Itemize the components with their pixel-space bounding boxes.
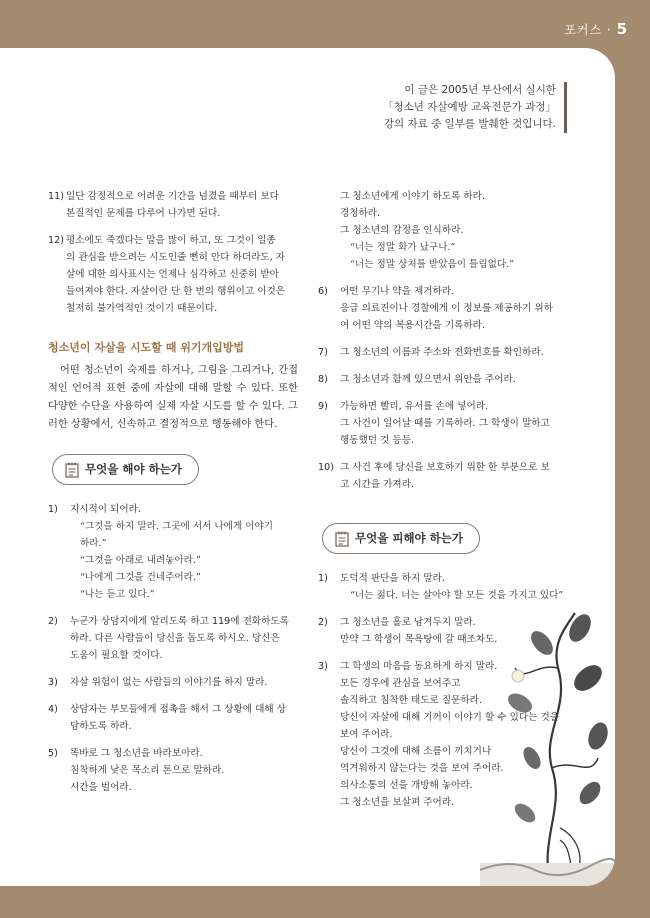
body-paragraph: 어떤 청소년이 숙제를 하거나, 그림을 그리거나, 간접적인 언어적 표현 중에 자살에 대해 말할 수 있다. 또한 다양한 수단을 사용하여 실제 자살 시도를 할 수 있다. 그러한 상황에서, 신속하고 결정적으로 행동해야 한다. [48,365,298,430]
item-line: 모든 경우에 관심을 보여주고 [340,678,461,689]
item-number: 9) [318,401,328,412]
item-line: 들여져야 한다. 자살이란 단 한 번의 행위이고 이것은 [66,286,286,297]
item-line: 지시적이 되어라. [70,504,141,515]
list-item [318,344,573,361]
item-line: 응급 의료진이나 경찰에게 이 정보를 제공하기 위하 [340,303,553,314]
pill-label: 무엇을 피해야 하는가 [355,531,463,545]
list-item [48,701,298,735]
pill-label: 무엇을 해야 하는가 [85,462,182,476]
item-line: 고 시간을 가져라. [340,479,415,490]
item-line: 자살 위험이 없는 사람들의 이야기를 하지 말라. [70,677,268,688]
list-item-continued [318,188,573,273]
item-line: 그 청소년을 보살펴 주어라. [340,797,455,808]
item-line: 살에 대한 의사표시는 언제나 심각하고 신중히 받아 [66,269,279,280]
intro-line: 이 글은 2005년 부산에서 실시한 [404,84,556,96]
item-line: 시간을 벌어라. [70,782,132,793]
quote-line: “나에게 그것을 건네주어라.” [80,572,201,583]
item-line: 보여 주어라. [340,729,393,740]
item-number: 8) [318,374,328,385]
list-item [318,459,573,493]
item-line: 여 어떤 약의 복용시간을 기록하라. [340,320,485,331]
item-line: 경청하라. [340,208,381,219]
item-number: 2) [48,616,58,627]
vine-plant-illustration [480,608,615,886]
item-line: 누군가 상담지에게 알리도록 하고 119에 전화하도록 [70,616,289,627]
list-item [48,613,298,664]
notepad-icon [65,462,79,478]
quote-line: “너는 정말 상처를 받았음이 틀림없다.” [350,259,515,270]
quote-line: “너는 젊다. 너는 살아야 할 모든 것을 가지고 있다” [350,590,564,601]
item-line: 그 청소년과 함께 있으면서 위안을 주어라. [340,374,516,385]
item-line: 담하도록 하라. [70,721,132,732]
quote-line: “그것을 아래로 내려놓아라.” [80,555,201,566]
item-number: 5) [48,748,58,759]
item-line: 솔직하고 침착한 태도로 질문하라. [340,695,482,706]
list-item [318,283,573,334]
item-line: 어떤 무기나 약을 제거하라. [340,286,455,297]
item-line: 상담자는 부모들에게 접촉을 해서 그 상황에 대해 상 [70,704,286,715]
item-line: 그 학생의 마음을 동요하게 하지 말라. [340,661,498,672]
list-item [48,232,298,317]
heading-pill-avoid [322,523,480,554]
item-line: 만약 그 학생이 목욕탕에 갈 때조차도. [340,634,498,645]
item-line: 도움이 필요할 것이다. [70,650,163,661]
section-name: 포커스 · [564,23,617,37]
item-line: 본질적인 문제를 다루어 나가면 된다. [66,208,221,219]
list-item [318,398,573,449]
item-number: 3) [48,677,58,688]
list-item [48,674,298,691]
item-number: 11) [48,191,64,202]
item-number: 3) [318,661,328,672]
item-line: 똑바로 그 청소년을 바라보아라. [70,748,203,759]
list-item [48,188,298,222]
quote-line: “그것을 하지 말라. 그곳에 서서 나에게 이야기 [80,521,274,532]
page-label [564,20,628,38]
item-line: 그 청소년을 홀로 남겨두지 말라. [340,617,476,628]
item-number: 7) [318,347,328,358]
item-number: 2) [318,617,328,628]
list-item [48,501,298,603]
item-line: 그 청소년에게 이야기 하도록 하라. [340,191,485,202]
page-header [0,0,650,48]
item-line: 가능하면 빨리, 유서를 손에 넣어라. [340,401,489,412]
quote-line: 하라.” [80,538,107,549]
item-number: 1) [48,504,58,515]
paper-sheet [0,48,615,886]
item-line: 일단 감정적으로 어려운 기간을 넘겼을 때부터 보다 [66,191,279,202]
item-line: 그 청소년의 감정을 인식하라. [340,225,464,236]
section-title: 청소년이 자살을 시도할 때 위기개입방법 [48,341,244,354]
list-item [48,745,298,796]
list-item [318,371,573,388]
left-column [48,188,298,806]
item-line: 그 사건이 일어날 때를 기록하라. 그 학생이 말하고 [340,418,550,429]
intro-note [383,82,567,133]
item-line: 당신이 그것에 대해 소름이 끼치거나 [340,746,492,757]
quote-line: “나는 듣고 있다.” [80,589,155,600]
item-line: 그 사건 후에 당신을 보호하기 위한 한 부분으로 보 [340,462,550,473]
heading-pill-do [52,454,199,485]
item-line: 도덕적 판단을 하지 말라. [340,573,445,584]
notepad-icon [335,531,349,547]
item-number: 4) [48,704,58,715]
item-line: 의 관심을 받으려는 시도인줄 뻔히 안다 하더라도, 자 [66,252,286,263]
list-item [318,570,573,604]
item-number: 1) [318,573,328,584]
item-line: 그 청소년의 이름과 주소와 전화번호를 확인하라. [340,347,544,358]
item-line: 철저히 불가역적인 것이기 때문이다. [66,303,218,314]
item-line: 평소에도 죽겠다는 말을 많이 하고, 또 그것이 일종 [66,235,276,246]
item-line: 하라. 다른 사람들이 당신을 돕도록 하시오. 당신은 [70,633,280,644]
intro-line: 강의 자료 중 일부를 발췌한 것입니다. [383,118,556,130]
item-number: 6) [318,286,328,297]
item-number: 12) [48,235,64,246]
item-line: 침착하게 낮은 목소리 톤으로 말하라. [70,765,225,776]
quote-line: “너는 정말 화가 났구나.” [350,242,456,253]
item-line: 당신이 자살에 대해 기꺼이 이야기 할 수 있다는 것을 [340,712,560,723]
item-line: 역겨워하지 않는다는 것을 보여 주어라. [340,763,504,774]
item-line: 의사소통의 선을 개방해 놓아라. [340,780,473,791]
item-number: 10) [318,462,334,473]
intro-line: 「청소년 자살예방 교육전문가 과정」 [382,101,556,113]
page-number: 5 [616,20,628,38]
item-line: 행동했던 것 등등. [340,435,415,446]
